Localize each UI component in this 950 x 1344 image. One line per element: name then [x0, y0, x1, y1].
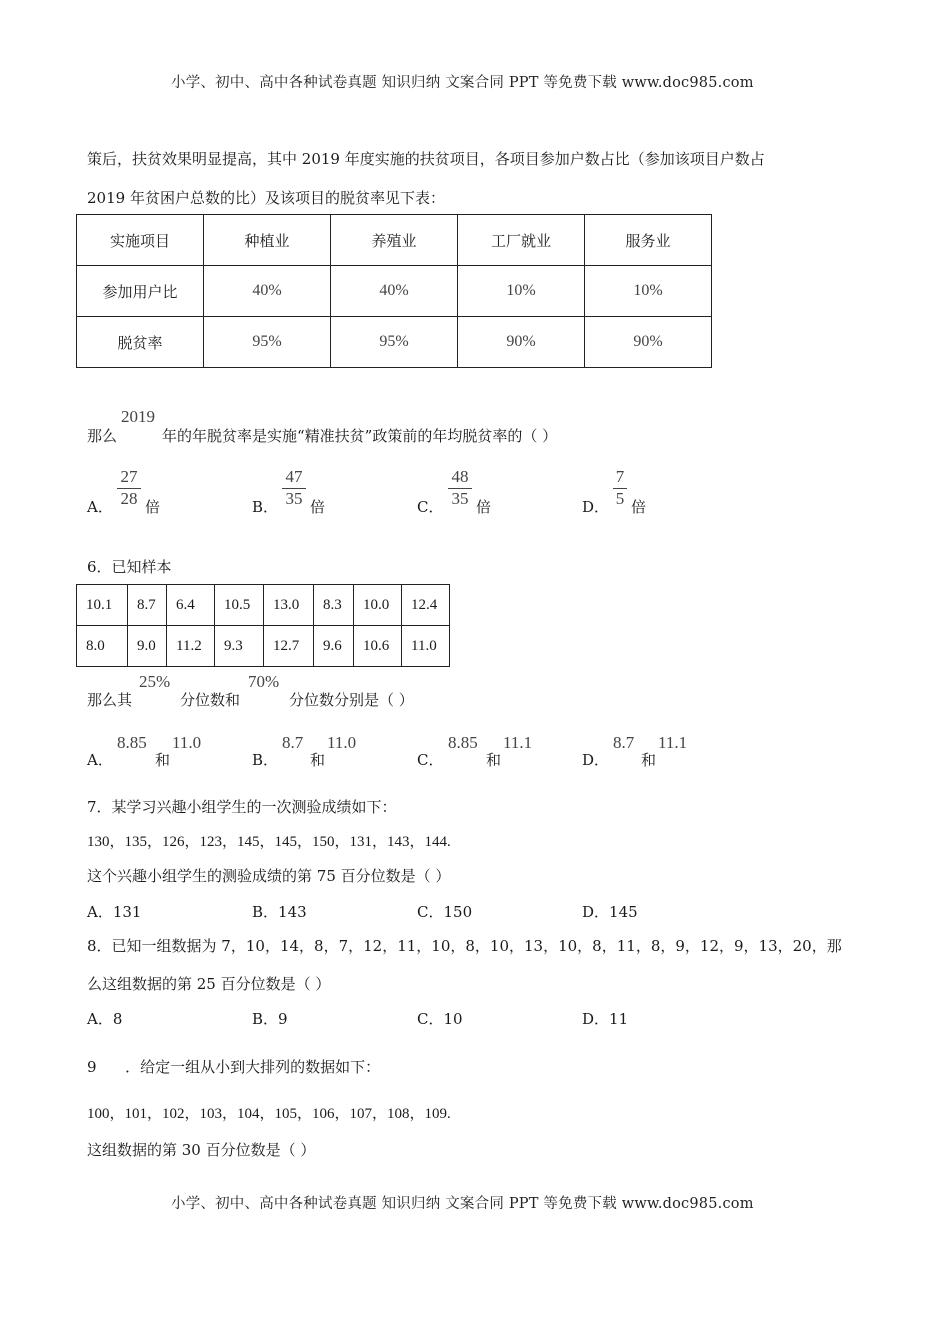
- table-header-cell: 种植业: [204, 215, 331, 266]
- table-cell: 8.0: [77, 626, 128, 667]
- table-row: [77, 266, 712, 317]
- table-cell: 10%: [585, 266, 712, 317]
- table-cell: 13.0: [264, 585, 314, 626]
- table-header-cell: 养殖业: [331, 215, 458, 266]
- fraction-numerator: 48: [451, 467, 469, 486]
- q7-option-c: C．150: [417, 903, 473, 921]
- q6-option-d-value-2: 11.1: [658, 733, 688, 752]
- q6-option-b-and: 和: [310, 751, 326, 769]
- table-cell: 8.3: [314, 585, 354, 626]
- q8-option-c: C．10: [417, 1010, 463, 1028]
- page-footer: 小学、初中、高中各种试卷真题 知识归纳 文案合同 PPT 等免费下载 www.doc985.com: [171, 1196, 754, 1212]
- table-cell: 8.7: [128, 585, 167, 626]
- q6-option-a-value-1: 8.85: [117, 733, 147, 752]
- q5-year: 2019: [121, 407, 155, 426]
- q7-question: 这个兴趣小组学生的测验成绩的第 75 百分位数是（ ）: [87, 867, 451, 885]
- q6-question-pre: 那么其: [87, 691, 133, 709]
- q7-option-b: B．143: [252, 903, 307, 921]
- table-cell: 95%: [331, 317, 458, 368]
- fraction-denominator: 35: [285, 489, 303, 508]
- table-cell: 95%: [204, 317, 331, 368]
- q5-stem-post: 年的年脱贫率是实施“精准扶贫”政策前的年均脱贫率的（ ）: [162, 427, 558, 445]
- q5-option-c-suffix: 倍: [476, 498, 492, 516]
- q5-option-d-label: D．: [582, 498, 610, 516]
- q6-option-c-label: C．: [417, 751, 444, 769]
- table-cell: 10.0: [354, 585, 402, 626]
- q6-option-d-label: D．: [582, 751, 610, 769]
- poverty-project-table: [76, 214, 712, 368]
- q6-stem: 6．已知样本: [87, 558, 172, 576]
- q6-option-d-and: 和: [641, 751, 657, 769]
- q5-option-b-label: B．: [252, 498, 279, 516]
- q8-stem-line-2: 么这组数据的第 25 百分位数是（ ）: [87, 975, 331, 993]
- q7-stem: 7．某学习兴趣小组学生的一次测验成绩如下：: [87, 798, 397, 816]
- table-cell: 12.4: [402, 585, 450, 626]
- q5-option-a-fraction: [117, 467, 141, 509]
- table-cell: 11.2: [167, 626, 215, 667]
- q6-option-b-value-2: 11.0: [327, 733, 357, 752]
- fraction-numerator: 27: [120, 467, 138, 486]
- q7-option-a: A．131: [87, 903, 142, 921]
- q6-percent-2: 70%: [248, 672, 280, 691]
- table-cell: 11.0: [402, 626, 450, 667]
- q6-question-mid: 分位数和: [180, 691, 241, 709]
- table-cell: 10.5: [215, 585, 264, 626]
- q5-option-c-fraction: [448, 467, 472, 509]
- q6-option-d-value-1: 8.7: [613, 733, 635, 752]
- table-cell: 6.4: [167, 585, 215, 626]
- q6-percent-1: 25%: [139, 672, 171, 691]
- fraction-numerator: 7: [615, 467, 625, 486]
- q9-data: 100，101，102，103，104，105，106，107，108，109.: [87, 1106, 451, 1122]
- table-cell: 参加用户比: [77, 266, 204, 317]
- q8-option-b: B．9: [252, 1010, 288, 1028]
- table-row: [77, 626, 450, 667]
- table-row: [77, 215, 712, 266]
- table-header-cell: 实施项目: [77, 215, 204, 266]
- table-cell: 9.6: [314, 626, 354, 667]
- q6-option-c-and: 和: [486, 751, 502, 769]
- q5-stem-pre: 那么: [87, 427, 118, 445]
- fraction-numerator: 47: [285, 467, 303, 486]
- q6-option-a-label: A．: [87, 751, 113, 769]
- q6-option-c-value-2: 11.1: [503, 733, 533, 752]
- q5-option-a-label: A．: [87, 498, 113, 516]
- q9-question: 这组数据的第 30 百分位数是（ ）: [87, 1141, 316, 1159]
- q5-option-c-label: C．: [417, 498, 444, 516]
- q9-stem: 9 ．给定一组从小到大排列的数据如下：: [87, 1058, 381, 1076]
- q6-question-post: 分位数分别是（ ）: [289, 691, 414, 709]
- table-header-cell: 工厂就业: [458, 215, 585, 266]
- intro-line-2: 2019 年贫困户总数的比）及该项目的脱贫率见下表：: [87, 189, 445, 207]
- page-header: 小学、初中、高中各种试卷真题 知识归纳 文案合同 PPT 等免费下载 www.doc985.com: [171, 75, 754, 91]
- q5-option-a-suffix: 倍: [145, 498, 161, 516]
- table-cell: 10.6: [354, 626, 402, 667]
- table-cell: 9.0: [128, 626, 167, 667]
- table-cell: 脱贫率: [77, 317, 204, 368]
- q6-option-a-value-2: 11.0: [172, 733, 202, 752]
- table-cell: 40%: [331, 266, 458, 317]
- q6-option-b-label: B．: [252, 751, 279, 769]
- q6-option-b-value-1: 8.7: [282, 733, 304, 752]
- table-cell: 90%: [458, 317, 585, 368]
- q6-option-c-value-1: 8.85: [448, 733, 478, 752]
- table-row: [77, 317, 712, 368]
- q5-option-d-fraction: [613, 467, 627, 509]
- fraction-denominator: 5: [615, 489, 625, 508]
- intro-line-1: 策后，扶贫效果明显提高，其中 2019 年度实施的扶贫项目，各项目参加户数占比（参加该项目户数占: [87, 150, 765, 168]
- table-row: [77, 585, 450, 626]
- q5-option-d-suffix: 倍: [631, 498, 647, 516]
- q5-option-b-suffix: 倍: [310, 498, 326, 516]
- fraction-denominator: 28: [120, 489, 138, 508]
- table-cell: 9.3: [215, 626, 264, 667]
- fraction-denominator: 35: [451, 489, 469, 508]
- q8-option-a: A．8: [87, 1010, 123, 1028]
- table-cell: 10.1: [77, 585, 128, 626]
- table-cell: 90%: [585, 317, 712, 368]
- q7-data: 130，135，126，123，145，145，150，131，143，144.: [87, 834, 451, 850]
- table-cell: 10%: [458, 266, 585, 317]
- table-cell: 40%: [204, 266, 331, 317]
- q8-stem-line-1: 8．已知一组数据为 7，10，14，8，7，12，11，10，8，10，13，10，8，11，8，9，12，9，13，20，那: [87, 937, 842, 955]
- table-header-cell: 服务业: [585, 215, 712, 266]
- table-cell: 12.7: [264, 626, 314, 667]
- q5-option-b-fraction: [282, 467, 306, 509]
- sample-data-table: [76, 584, 450, 667]
- q6-option-a-and: 和: [155, 751, 171, 769]
- q7-option-d: D．145: [582, 903, 638, 921]
- q8-option-d: D．11: [582, 1010, 629, 1028]
